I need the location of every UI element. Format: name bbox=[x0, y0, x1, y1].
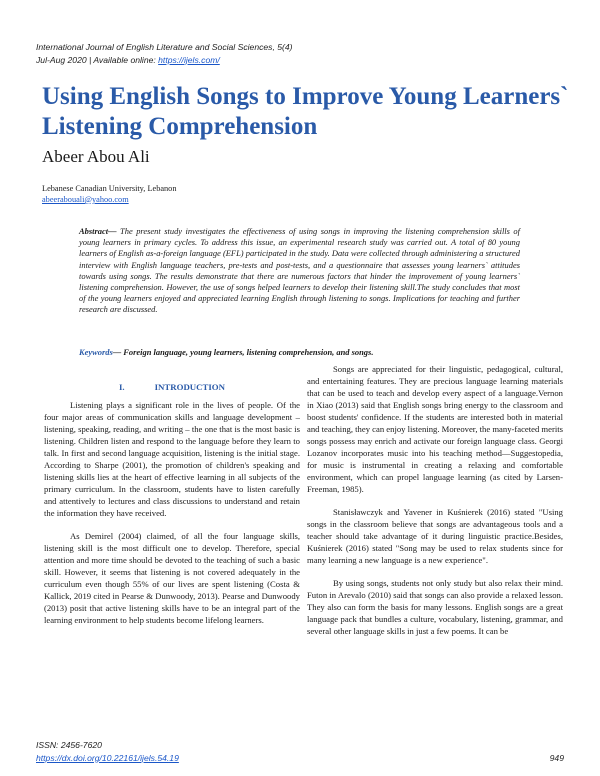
paragraph: By using songs, students not only study but also relax their mind. Futon in Arevalo (2010) said that songs can also provide a relaxed lesson. They also can form the basis for many lessons. English songs are a great language pack that bundles a culture, vocabulary, listening, grammar, and several other language skills in just a few poems. It can be bbox=[307, 578, 563, 637]
author-email-link[interactable]: abeerabouali@yahoo.com bbox=[42, 194, 129, 204]
paragraph: As Demirel (2004) claimed, of all the four language skills, listening skill is the most difficult one to develop. Therefore, special attention and more time should be devoted to the teaching of such a basic skill. However, it seems that listening is not covered adequately in the curriculum even though 55% of our lives are spent listening (Costa & Kallick, 2019 cited in Pearse & Dunwoody, 2013). Pearse and Dunwoody (2013) posit that active listening skills have to be an integral part of the learning environment to help students become lifelong learners. bbox=[44, 531, 300, 625]
issue-line bbox=[36, 54, 576, 67]
abstract-text: The present study investigates the effectiveness of using songs in improving the listening comprehension skills of young learners in primary cycles. To address this issue, an experimental research study was carried out. A total of 80 young learners of English as-a-foreign language (EFL) participated in the study. Data were collected through administering a structured interview with English language teachers, pre-tests and post-tests, and a questionnaire that assesses young learners` attitudes towards using songs. The results demonstrate that there are numerous factors that hinder the improvement of young learners` listening comprehension. However, the use of songs helped learners to develop their listening skill.The study concludes that most of the young learners enjoyed and appreciated learning English through listening to songs. Implications for teaching and further research are discussed. bbox=[79, 226, 520, 315]
doi-link[interactable]: https://dx.doi.org/10.22161/ijels.54.19 bbox=[36, 752, 179, 763]
affiliation: Lebanese Canadian University, Lebanon bbox=[42, 184, 177, 193]
issue-prefix: Jul-Aug 2020 | Available online: bbox=[36, 54, 159, 65]
abstract bbox=[79, 226, 520, 316]
keywords bbox=[79, 347, 539, 358]
right-column bbox=[307, 364, 563, 638]
section-number: I. bbox=[118, 382, 125, 392]
keywords-label: Keywords bbox=[79, 347, 113, 357]
issn: ISSN: 2456-7620 bbox=[36, 740, 102, 750]
journal-link[interactable]: https://ijels.com/ bbox=[158, 54, 220, 65]
abstract-dash: — bbox=[108, 226, 121, 236]
page-number: 949 bbox=[549, 752, 564, 763]
left-column bbox=[44, 364, 300, 627]
affiliation-block bbox=[42, 184, 176, 206]
page-footer bbox=[36, 739, 564, 764]
paragraph: Stanisławczyk and Yavener in Kuśnierek (2016) stated "Using songs in the classroom believe that songs are advantageous tools and a teacher should take advantage of it during linguistic practice.Besides, Kuśnierek (2016) stated "Song may be used to relax students since for many learning a new language is a new experience". bbox=[307, 506, 563, 565]
paragraph: Listening plays a significant role in the lives of people. Of the four major areas of communication skills and language development – listening, speaking, reading, and writing – the one that is the most basic is listening. Children listen and respond to the language before they learn to talk. In first and second language acquisition, listening is the initial stage. According to Sharpe (2001), the promotion of children's speaking and listening skills lies at the heart of effective learning in all subjects of the primary curriculum. In the classroom, students have to listen carefully and attentively to lectures and class discussions to understand and retain the information they have received. bbox=[44, 400, 300, 518]
journal-name: International Journal of English Literature and Social Sciences, 5(4) bbox=[36, 42, 293, 52]
section-heading bbox=[44, 381, 300, 393]
paragraph: Songs are appreciated for their linguistic, pedagogical, cultural, and entertaining features. They are precious language learning materials that can be used to teach and develop every aspect of a language.Vernon in Xiao (2013) said that English songs bring energy to the classroom and boost students' confidence. If the students are interested both in material and teaching, they can enjoy listening. Moreover, the many-faceted merits songs possess may enrich and activate our foreign language class. Georgi Lozanov incorporates music into his teaching method—Suggestopedia, for music is instrumental in creating a relaxing and comfortable environment, which can propel language learning (as cited by Larsen-Freeman, 1985). bbox=[307, 364, 563, 494]
running-header bbox=[36, 41, 576, 66]
section-title: INTRODUCTION bbox=[154, 382, 225, 392]
author-name: Abeer Abou Ali bbox=[42, 147, 150, 166]
keywords-text: — Foreign language, young learners, listening comprehension, and songs. bbox=[112, 347, 374, 357]
abstract-label: Abstract bbox=[79, 226, 109, 236]
paper-title: Using English Songs to Improve Young Learners` Listening Comprehension bbox=[42, 83, 569, 140]
